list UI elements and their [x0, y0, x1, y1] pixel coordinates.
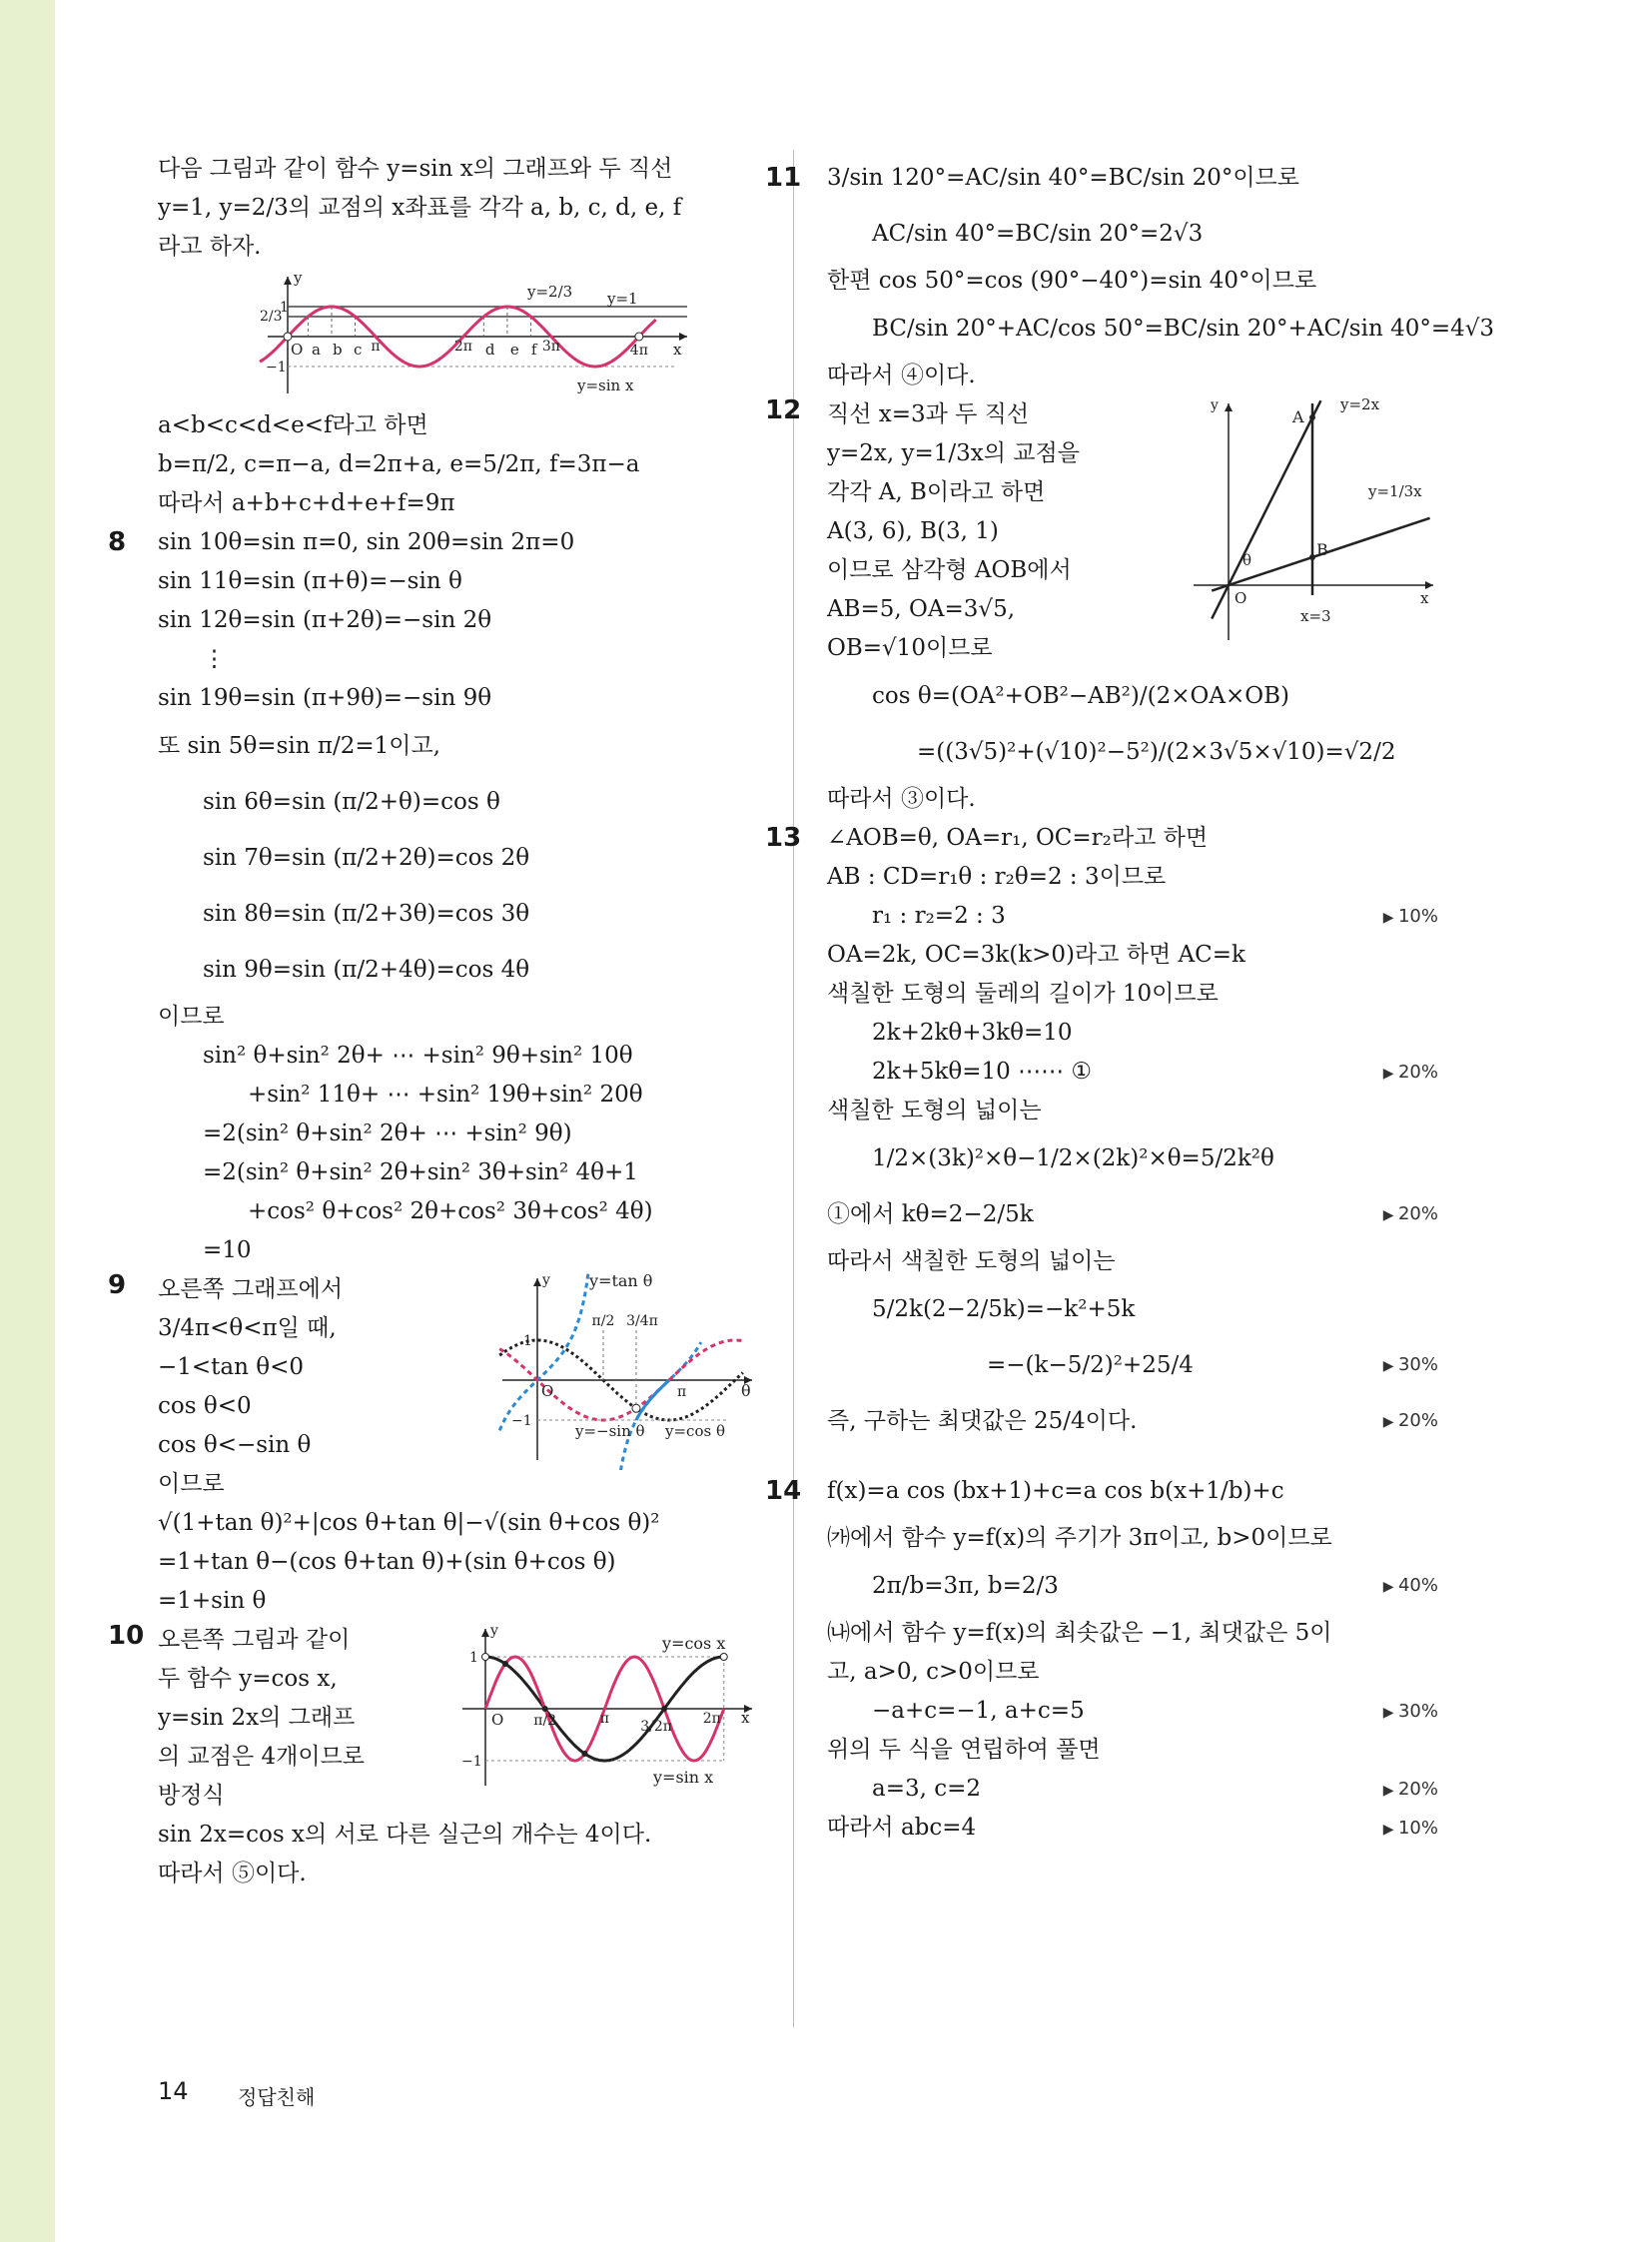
line-text: 한편 cos 50°=cos (90°−40°)=sin 40°이므로: [827, 268, 1317, 294]
line-text: ㈏에서 함수 y=f(x)의 최솟값은 −1, 최댓값은 5이: [827, 1620, 1332, 1646]
line-text: −a+c=−1, a+c=5: [872, 1698, 1085, 1724]
y-axis-arrow: [284, 277, 292, 285]
x-axis-label: x: [1420, 589, 1429, 607]
section-gap: [827, 1449, 1438, 1463]
text-line: [158, 445, 757, 484]
text-line: [158, 942, 757, 998]
text-line: [827, 1809, 1438, 1848]
y-axis-arrow: [1225, 403, 1233, 411]
text-line: [827, 1731, 1438, 1770]
score-badge: ▶ 10%: [1383, 897, 1438, 938]
line-text: =−(k−5/2)²+25/4: [987, 1352, 1194, 1378]
label-pi-2: π/2: [533, 1713, 557, 1729]
text-line: 이므로: [158, 1471, 225, 1497]
line-text: AC/sin 40°=BC/sin 20°=2√3: [872, 221, 1204, 247]
text-line: [158, 1231, 757, 1270]
score-badge: ▶ 20%: [1383, 1186, 1438, 1243]
end-dot: [635, 333, 643, 341]
text-line: [158, 1037, 757, 1076]
label-y-1: y=1: [607, 290, 638, 308]
figure-host: [497, 1270, 757, 1470]
text-line: [827, 936, 1438, 975]
label-y-tan: y=tan θ: [589, 1271, 653, 1290]
line-text: 라고 하자.: [158, 234, 262, 260]
text-line: [158, 1192, 757, 1231]
score-badge: ▶ 40%: [1383, 1558, 1438, 1615]
text-line: [158, 189, 757, 228]
label-y-2x: y=2x: [1340, 395, 1380, 413]
origin-label: O: [491, 1711, 504, 1729]
line-text: 따라서 ④이다.: [827, 363, 976, 388]
theta-axis-label: θ: [741, 1381, 751, 1400]
text-line: [827, 1393, 1438, 1449]
text-line: [158, 601, 757, 640]
text-line: [827, 858, 1438, 897]
line-text: sin 2x=cos x의 서로 다른 실근의 개수는 4이다.: [158, 1822, 652, 1848]
problem-12-block: [765, 395, 1438, 668]
intersection-dot: [581, 1751, 587, 1757]
line-text: sin 9θ=sin (π/2+4θ)=cos 4θ: [203, 957, 530, 983]
line-text: 따라서 a+b+c+d+e+f=9π: [158, 490, 455, 516]
problem-11-line: [765, 150, 1438, 206]
line-text: sin 7θ=sin (π/2+2θ)=cos 2θ: [203, 845, 530, 871]
intersection-dot: [542, 1706, 548, 1712]
line-text: y=1, y=2/3의 교점의 x좌표를 각각 a, b, c, d, e, f: [158, 195, 682, 221]
label-2pi: 2π: [702, 1711, 721, 1727]
label-3pi-4: 3/4π: [626, 1313, 658, 1329]
tan-graph-figure: [497, 1270, 757, 1470]
text-line: [827, 206, 1438, 262]
origin-label: O: [1235, 589, 1247, 607]
text-line: 두 함수 y=cos x,: [158, 1666, 338, 1692]
y-axis-label: y: [1211, 397, 1219, 413]
label-2-3: 2/3: [260, 309, 283, 325]
figure-host: [457, 1621, 757, 1796]
line-text: 고, a>0, c>0이므로: [827, 1659, 1040, 1685]
text-line: [158, 1543, 757, 1582]
label-minus-1: −1: [266, 360, 287, 375]
text-line: [158, 228, 757, 267]
text-line: [827, 780, 1438, 819]
line-text: =10: [203, 1237, 252, 1263]
text-line: [827, 1281, 1438, 1337]
label-a: a: [312, 341, 321, 359]
sin-graph-figure: [188, 269, 687, 398]
line-text: sin 11θ=sin (π+θ)=−sin θ: [158, 568, 462, 594]
problem-number: 10: [108, 1621, 145, 1651]
label-b: B: [1316, 540, 1328, 559]
line-text: =2(sin² θ+sin² 2θ+sin² 3θ+sin² 4θ+1: [203, 1159, 638, 1185]
point-a: [1309, 414, 1315, 420]
line-text: 2π/b=3π, b=2/3: [872, 1573, 1059, 1599]
line-text: 2k+5kθ=10 ⋯⋯ ①: [872, 1059, 1093, 1085]
line-text: f(x)=a cos (bx+1)+c=a cos b(x+1/b)+c: [827, 1478, 1284, 1504]
text-line: [827, 1337, 1438, 1393]
text-line: [827, 262, 1438, 301]
text-line: [158, 484, 757, 523]
label-b: b: [333, 341, 343, 359]
x-axis-label: x: [673, 341, 682, 359]
text-line: [158, 1855, 757, 1893]
line-text: =2(sin² θ+sin² 2θ+ ⋯ +sin² 9θ): [203, 1121, 572, 1146]
line-text: 또 sin 5θ=sin π/2=1이고,: [158, 733, 440, 759]
problem-9-block: [108, 1270, 757, 1504]
page-number: 14: [158, 2077, 189, 2105]
problem-13-line: [765, 819, 1438, 858]
text-line: cos θ<−sin θ: [158, 1432, 312, 1458]
line-text: OA=2k, OC=3k(k>0)라고 하면 AC=k: [827, 942, 1245, 968]
text-line: [827, 975, 1438, 1014]
figure-host: [188, 269, 757, 398]
text-line: [158, 150, 757, 189]
y-axis-label: y: [294, 269, 303, 287]
problem-10-block: [108, 1621, 757, 1816]
label-cos: y=cos θ: [665, 1422, 725, 1440]
end-dot: [720, 1654, 727, 1661]
label-1: 1: [469, 1650, 478, 1666]
label-1: 1: [523, 1333, 532, 1349]
label-pi: π: [676, 1384, 687, 1400]
line-text: +cos² θ+cos² 2θ+cos² 3θ+cos² 4θ): [248, 1198, 653, 1224]
line-text: ⋮: [203, 646, 226, 672]
text-line: cos θ<0: [158, 1393, 252, 1419]
text-line: 직선 x=3과 두 직선: [827, 401, 1030, 427]
score-badge: ▶ 30%: [1383, 1692, 1438, 1733]
text-line: [827, 357, 1438, 395]
origin-dot: [284, 333, 292, 341]
text-line: [158, 998, 757, 1037]
line-text: ①에서 kθ=2−2/5k: [827, 1201, 1034, 1227]
line-text: 위의 두 식을 연립하여 풀면: [827, 1737, 1101, 1763]
y-axis-label: y: [490, 1623, 498, 1639]
text-line: [158, 1115, 757, 1153]
line-text: 5/2k(2−2/5k)=−k²+5k: [872, 1296, 1136, 1322]
line-text: =1+sin θ: [158, 1588, 267, 1614]
problem-14-line: [765, 1463, 1438, 1519]
line-text: 즉, 구하는 최댓값은 25/4이다.: [827, 1408, 1138, 1434]
text-line: −1<tan θ<0: [158, 1354, 305, 1380]
score-badge: ▶ 20%: [1383, 1053, 1438, 1094]
problem-number: 14: [765, 1476, 802, 1506]
text-line: [827, 1558, 1438, 1614]
problem-number: 8: [108, 527, 127, 557]
text-line: [827, 1614, 1438, 1653]
label-y-cos: y=cos x: [662, 1634, 726, 1653]
text-line: [158, 886, 757, 942]
tan-curve-1: [499, 1270, 589, 1430]
figure-host: [1189, 395, 1438, 645]
y-axis-arrow: [533, 1278, 541, 1286]
line-text: sin 12θ=sin (π+2θ)=−sin 2θ: [158, 607, 492, 633]
y-axis-arrow: [481, 1629, 489, 1637]
text-line: [827, 1014, 1438, 1053]
text-line: [827, 1519, 1438, 1558]
line-text: 이므로: [158, 1004, 225, 1030]
text-line: [158, 1076, 757, 1115]
line-text: 색칠한 도형의 둘레의 길이가 10이므로: [827, 981, 1219, 1007]
line-text: sin 8θ=sin (π/2+3θ)=cos 3θ: [203, 901, 530, 927]
x-axis-arrow: [1425, 581, 1433, 589]
line-text: 다음 그림과 같이 함수 y=sin x의 그래프와 두 직선: [158, 156, 673, 182]
text-line: [158, 830, 757, 886]
line-text: r₁ : r₂=2 : 3: [872, 903, 1006, 929]
line-text: AB : CD=r₁θ : r₂θ=2 : 3이므로: [827, 864, 1167, 890]
right-column: [765, 150, 1495, 1848]
line-text: a=3, c=2: [872, 1776, 982, 1802]
problem-number: 12: [765, 395, 802, 425]
text-line: [158, 718, 757, 774]
x-axis-label: x: [741, 1709, 750, 1727]
line-text: sin² θ+sin² 2θ+ ⋯ +sin² 9θ+sin² 10θ: [203, 1043, 633, 1069]
text-line: [158, 640, 757, 679]
text-line: 3/4π<θ<π일 때,: [158, 1315, 337, 1341]
text-line: y=2x, y=1/3x의 교점을: [827, 440, 1080, 466]
label-y-sin: y=sin x: [653, 1768, 714, 1787]
line-text: BC/sin 20°+AC/cos 50°=BC/sin 20°+AC/sin 40°=4√3: [872, 316, 1495, 342]
text-line: 오른쪽 그래프에서: [158, 1276, 344, 1302]
origin-label: O: [291, 341, 304, 359]
start-dot: [482, 1654, 489, 1661]
text-line: y=sin 2x의 그래프: [158, 1705, 356, 1731]
text-line: [158, 679, 757, 718]
text-line: [827, 1770, 1438, 1809]
text-line: [827, 724, 1438, 780]
line-text: b=π/2, c=π−a, d=2π+a, e=5/2π, f=3π−a: [158, 451, 640, 477]
left-column: [108, 150, 757, 1893]
label-minus-1: −1: [511, 1413, 532, 1429]
y-axis-label: y: [542, 1272, 550, 1288]
text-line: 오른쪽 그림과 같이: [158, 1627, 351, 1653]
side-strip: [0, 0, 55, 2242]
label-x-3: x=3: [1300, 607, 1331, 625]
line-text: sin 6θ=sin (π/2+θ)=cos θ: [203, 789, 500, 815]
line-text: 2k+2kθ+3kθ=10: [872, 1020, 1073, 1046]
problem-number: 13: [765, 823, 802, 853]
line-text: 색칠한 도형의 넓이는: [827, 1098, 1042, 1123]
label-y-1-3x: y=1/3x: [1368, 482, 1422, 500]
text-line: 방정식: [158, 1783, 225, 1809]
line-text: 따라서 ③이다.: [827, 786, 976, 812]
page-label: 정답친해: [238, 2085, 316, 2109]
text-line: [158, 406, 757, 445]
text-line: [827, 1186, 1438, 1242]
line-text: =((3√5)²+(√10)²−5²)/(2×3√5×√10)=√2/2: [917, 739, 1396, 765]
line-text: 따라서 ⑤이다.: [158, 1861, 307, 1886]
line-text: 따라서 색칠한 도형의 넓이는: [827, 1248, 1116, 1274]
intersection-dot: [632, 1404, 640, 1412]
line-text: 따라서 abc=4: [827, 1815, 977, 1841]
text-line: [827, 301, 1495, 357]
label-pi: π: [599, 1711, 609, 1727]
column-divider: [793, 150, 794, 2027]
text-line: [827, 897, 1438, 936]
problem-number: 11: [765, 163, 802, 193]
label-1: 1: [280, 300, 289, 316]
label-pi: π: [371, 339, 381, 355]
line-text: sin 19θ=sin (π+9θ)=−sin 9θ: [158, 685, 492, 711]
line-text: sin 10θ=sin π=0, sin 20θ=sin 2π=0: [158, 529, 575, 555]
text-line: [158, 1153, 757, 1192]
text-line: [827, 1130, 1438, 1186]
line-text: 1/2×(3k)²×θ−1/2×(2k)²×θ=5/2k²θ: [872, 1145, 1274, 1171]
text-line: [158, 1816, 757, 1855]
line-text: =1+tan θ−(cos θ+tan θ)+(sin θ+cos θ): [158, 1549, 616, 1575]
text-line: [827, 1653, 1438, 1692]
text-line: [158, 1504, 757, 1543]
text-line: 이므로 삼각형 AOB에서: [827, 557, 1072, 583]
problem-8-line: [108, 523, 757, 562]
intersection-dot: [502, 1661, 508, 1667]
text-line: [827, 1053, 1438, 1092]
label-f: f: [530, 341, 537, 359]
label-3pi: 3π: [541, 339, 560, 355]
label-y-sin-x: y=sin x: [577, 376, 634, 394]
line-graph-figure: [1189, 395, 1438, 645]
label-neg-sin: y=−sin θ: [575, 1422, 645, 1440]
text-line: 의 교점은 4개이므로: [158, 1744, 365, 1770]
label-2pi: 2π: [453, 339, 472, 355]
text-line: AB=5, OA=3√5,: [827, 596, 1016, 622]
line-text: ∠AOB=θ, OA=r₁, OC=r₂라고 하면: [827, 825, 1209, 851]
text-line: 각각 A, B이라고 하면: [827, 479, 1046, 505]
label-e: e: [509, 341, 519, 359]
text-line: [827, 1692, 1438, 1731]
theta-label: θ: [1242, 551, 1252, 569]
line-text: 3/sin 120°=AC/sin 40°=BC/sin 20°이므로: [827, 165, 1299, 191]
label-a: A: [1292, 407, 1304, 426]
label-y-2-3: y=2/3: [527, 283, 573, 301]
point-b: [1309, 554, 1315, 560]
text-line: [158, 562, 757, 601]
origin-label: O: [541, 1382, 554, 1400]
line-text: a<b<c<d<e<f라고 하면: [158, 412, 428, 438]
line-text: ㈎에서 함수 y=f(x)의 주기가 3π이고, b>0이므로: [827, 1525, 1332, 1551]
text-line: [827, 1092, 1438, 1130]
line-text: √(1+tan θ)²+|cos θ+tan θ|−√(sin θ+cos θ)²: [158, 1510, 660, 1536]
tan-highlight: [636, 1380, 669, 1420]
text-line: OB=√10이므로: [827, 635, 993, 661]
text-line: A(3, 6), B(3, 1): [827, 518, 999, 544]
text-line: [827, 1242, 1438, 1281]
label-4pi: 4π: [629, 343, 648, 359]
text-line: [158, 774, 757, 830]
score-badge: ▶ 30%: [1383, 1337, 1438, 1394]
text-line: [827, 668, 1438, 724]
label-minus-1: −1: [461, 1754, 482, 1770]
line-text: +sin² 11θ+ ⋯ +sin² 19θ+sin² 20θ: [248, 1082, 643, 1108]
text-line: [158, 1582, 757, 1621]
cos-graph-figure: [457, 1621, 757, 1796]
score-badge: ▶ 20%: [1383, 1770, 1438, 1811]
label-c: c: [354, 341, 363, 359]
line-text: cos θ=(OA²+OB²−AB²)/(2×OA×OB): [872, 683, 1289, 709]
score-badge: ▶ 20%: [1383, 1393, 1438, 1450]
x-axis-arrow: [679, 333, 687, 341]
label-3pi-2: 3/2π: [640, 1719, 672, 1735]
score-badge: ▶ 10%: [1383, 1809, 1438, 1850]
problem-number: 9: [108, 1270, 127, 1300]
intersection-dot: [661, 1706, 667, 1712]
label-pi-2: π/2: [591, 1313, 615, 1329]
label-d: d: [484, 341, 495, 359]
